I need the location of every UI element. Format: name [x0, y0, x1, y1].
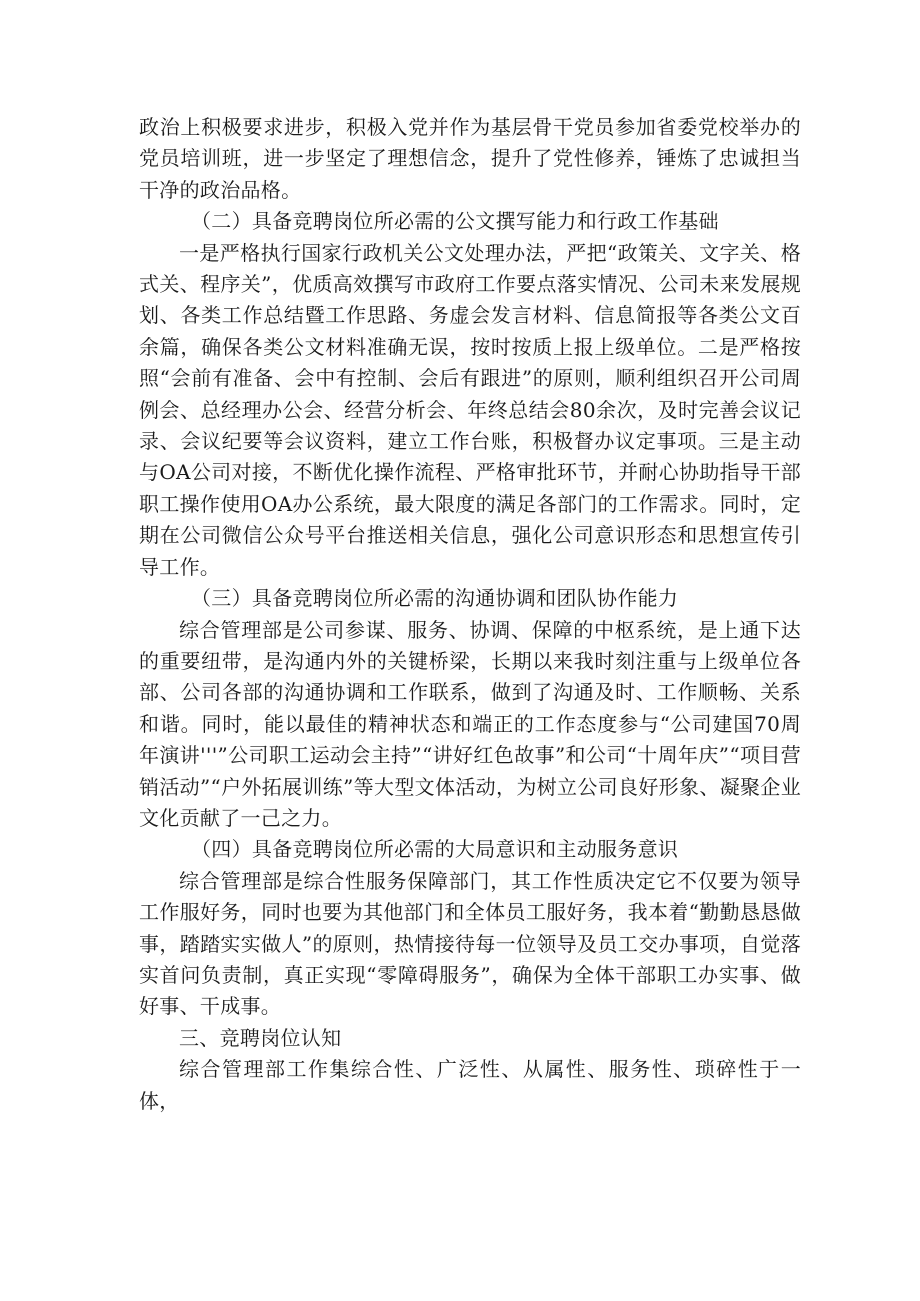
paragraph-position-cognition: 综合管理部工作集综合性、广泛性、从属性、服务性、琐碎性于一体，	[139, 1057, 801, 1113]
paragraph-writing-ability: 一是严格执行国家行政机关公文处理办法，严把“政策关、文字关、格式关、程序关”，优质高效撰写市政府工作要点落实情况、公司未来发展规划、各类工作总结暨工作思路、务虚会发言材料、信息简报等各类公文百余篇，确保各类公文材料准确无误，按时按质上报上级单位。二是严格按照“会前有准备、会中有控制、会后有跟进”的原则，顺利组织召开公司周例会、总经理办公会、经营分析会、年终总结会80余次，及时完善会议记录、会议纪要等会议资料，建立工作台账，积极督办议定事项。三是主动与OA公司对接，不断优化操作流程、严格审批环节，并耐心协助指导干部职工操作使用OA办公系统，最大限度的满足各部门的工作需求。同时，定期在公司微信公众号平台推送相关信息，强化公司意识形态和思想宣传引导工作。	[139, 240, 801, 579]
heading-position-cognition: 三、竞聘岗位认知	[179, 1025, 342, 1050]
paragraph-communication: 综合管理部是公司参谋、服务、协调、保障的中枢系统，是上通下达的重要纽带，是沟通内外的关键桥梁，长期以来我时刻注重与上级单位各部、公司各部的沟通协调和工作联系，做到了沟通及时、工作顺畅、关系和谐。同时，能以最佳的精神状态和端正的工作态度参与“公司建国70周年演讲'''”公司职工运动会主持”“讲好红色故事”和公司“十周年庆”“项目营销活动”“户外拓展训练”等大型文体活动，为树立公司良好形象、凝聚企业文化贡献了一己之力。	[139, 617, 801, 830]
heading-communication: （三）具备竞聘岗位所必需的沟通协调和团队协作能力	[191, 586, 679, 611]
paragraph-service-awareness: 综合管理部是综合性服务保障部门，其工作性质决定它不仅要为领导工作服好务，同时也要为其他部门和全体员工服好务，我本着“勤勤恳恳做事，踏踏实实做人”的原则，热情接待每一位领导及员工交办事项，自觉落实首问负责制，真正实现“零障碍服务”，确保为全体干部职工办实事、做好事、干成事。	[139, 868, 801, 1019]
document-body	[139, 112, 801, 1117]
paragraph-political: 政治上积极要求进步，积极入党并作为基层骨干党员参加省委党校举办的党员培训班，进一步坚定了理想信念，提升了党性修养，锤炼了忠诚担当干净的政治品格。	[139, 115, 801, 202]
heading-service-awareness: （四）具备竞聘岗位所必需的大局意识和主动服务意识	[191, 837, 679, 862]
heading-writing-ability: （二）具备竞聘岗位所必需的公文撰写能力和行政工作基础	[191, 209, 719, 234]
